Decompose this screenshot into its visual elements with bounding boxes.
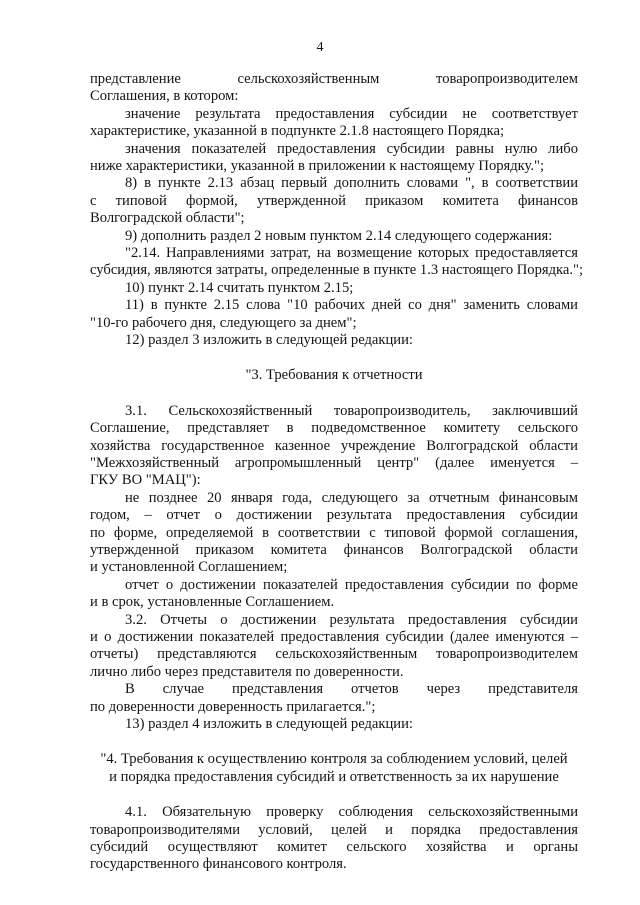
text-line: с типовой формой, утвержденной приказом комитета финансов: [90, 193, 578, 209]
text-line: товаропроизводителями условий, целей и порядка предоставления: [90, 822, 578, 838]
text-line: Волгоградской области";: [90, 210, 245, 226]
text-line: субсидий осуществляют комитет сельского хозяйства и органы: [90, 839, 578, 855]
text-line: и установленной Соглашением;: [90, 559, 288, 575]
text-line: 13) раздел 4 изложить в следующей редакции:: [125, 716, 413, 732]
text-line: значения показателей предоставления субсидии равны нулю либо: [125, 141, 578, 157]
text-line: государственного финансового контроля.: [90, 856, 347, 872]
text-line: "10-го рабочего дня, следующего за днем";: [90, 315, 357, 331]
text-line: не позднее 20 января года, следующего за отчетным финансовым: [125, 490, 578, 506]
text-line: характеристике, указанной в подпункте 2.1.8 настоящего Порядка;: [90, 123, 505, 139]
text-line: отчет о достижении показателей предоставления субсидии по форме: [125, 577, 578, 593]
text-line: Соглашения, в котором:: [90, 88, 239, 104]
text-line: "Межхозяйственный агропромышленный центр" (далее именуется –: [90, 455, 578, 471]
text-line: субсидия, являются затраты, определенные в пункте 1.3 настоящего Порядка.";: [90, 262, 584, 278]
text-line: 3.2. Отчеты о достижении результата предоставления субсидии: [125, 612, 578, 628]
text-line: 10) пункт 2.14 считать пунктом 2.15;: [125, 280, 354, 296]
text-line: значение результата предоставления субсидии не соответствует: [125, 106, 578, 122]
text-line: по форме, определяемой в соответствии с типовой формой соглашения,: [90, 525, 578, 541]
text-line: ГКУ ВО "МАЦ"):: [90, 472, 201, 488]
text-line: и в срок, установленные Соглашением.: [90, 594, 335, 610]
text-line: представление сельскохозяйственным товаропроизводителем: [90, 71, 578, 87]
text-line: 8) в пункте 2.13 абзац первый дополнить словами ", в соответствии: [125, 175, 578, 191]
text-line: В случае представления отчетов через представителя: [125, 681, 578, 697]
text-line: 12) раздел 3 изложить в следующей редакции:: [125, 332, 413, 348]
text-line: лично либо через представителя по доверенности.: [90, 664, 404, 680]
text-line: утвержденной приказом комитета финансов Волгоградской области: [90, 542, 578, 558]
text-line: отчеты) представляются сельскохозяйственным товаропроизводителем: [90, 646, 578, 662]
text-line: 11) в пункте 2.15 слова "10 рабочих дней со дня" заменить словами: [125, 297, 578, 313]
page-number: 4: [316, 40, 324, 55]
section-heading-line: "3. Требования к отчетности: [245, 367, 423, 383]
text-line: хозяйства государственное казенное учреждение Волгоградской области: [90, 438, 578, 454]
text-line: годом, – отчет о достижении результата предоставления субсидии: [90, 507, 578, 523]
text-line: 4.1. Обязательную проверку соблюдения сельскохозяйственными: [125, 804, 578, 820]
text-line: ниже характеристики, указанной в приложении к настоящему Порядку.";: [90, 158, 545, 174]
text-line: Соглашение, представляет в подведомственное комитету сельского: [90, 420, 578, 436]
text-line: "2.14. Направлениями затрат, на возмещение которых предоставляется: [125, 245, 578, 261]
text-line: и о достижении показателей предоставления субсидии (далее именуются –: [90, 629, 578, 645]
section-heading-line: и порядка предоставления субсидий и ответственность за их нарушение: [109, 769, 559, 785]
text-line: 3.1. Сельскохозяйственный товаропроизводитель, заключивший: [125, 403, 578, 419]
text-line: по доверенности доверенность прилагается.";: [90, 699, 376, 715]
text-line: 9) дополнить раздел 2 новым пунктом 2.14 следующего содержания:: [125, 228, 553, 244]
section-heading-line: "4. Требования к осуществлению контроля за соблюдением условий, целей: [100, 751, 568, 767]
